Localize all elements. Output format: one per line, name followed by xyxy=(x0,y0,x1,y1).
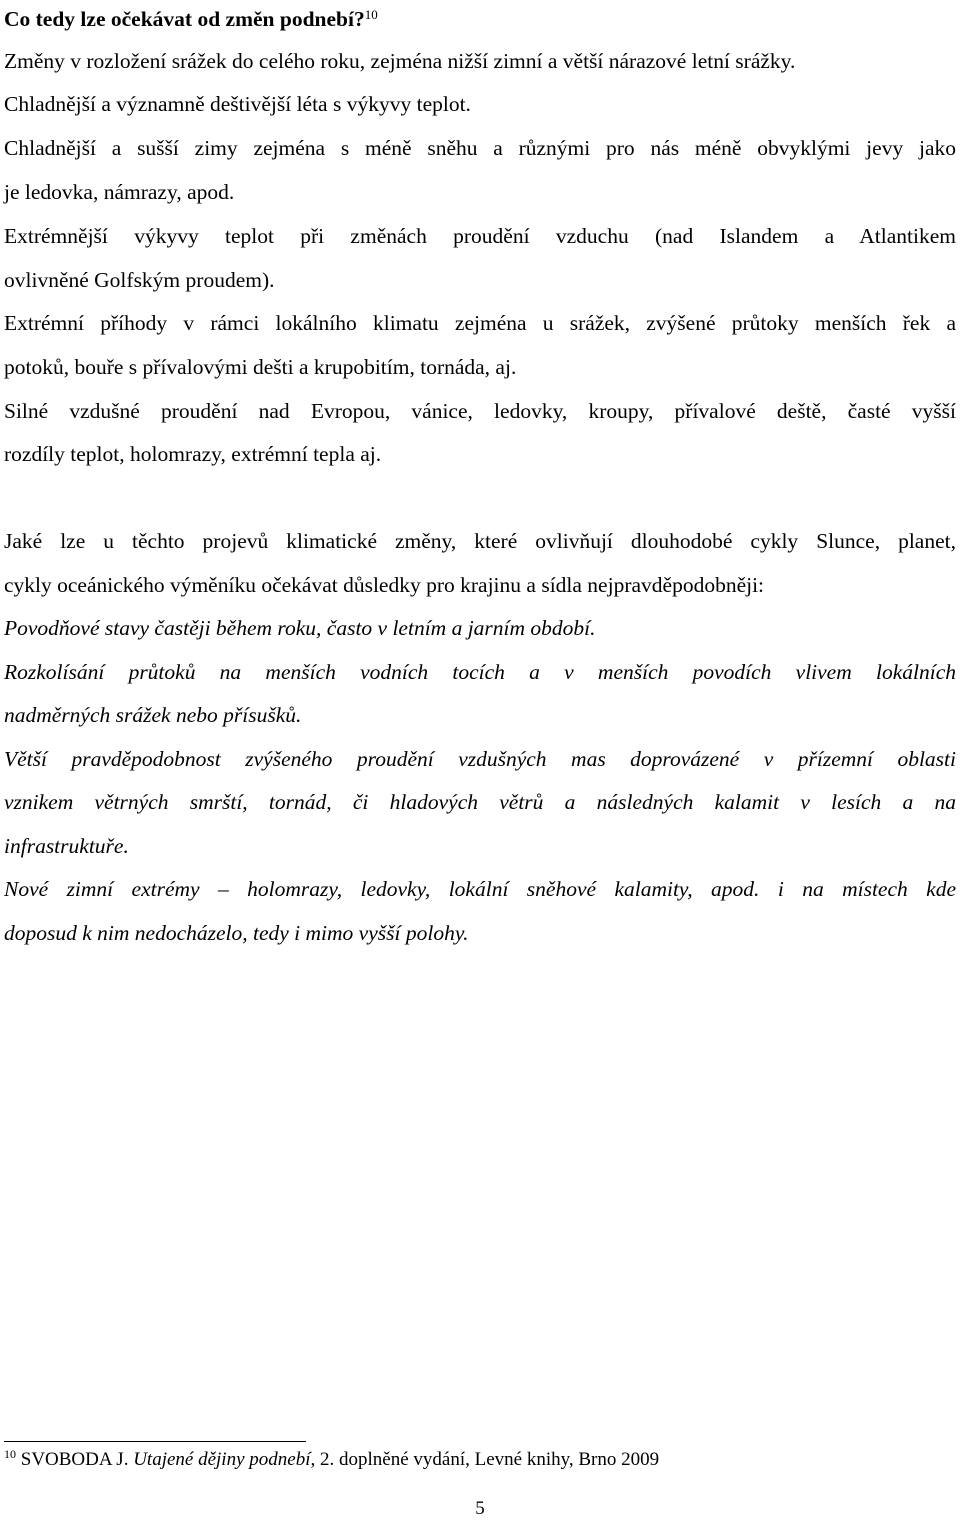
paragraph-line: Nové zimní extrémy – holomrazy, ledovky, lokální sněhové kalamity, apod. i na místech kde xyxy=(4,877,956,901)
paragraph-line: vznikem větrných smrští, tornád, či hladových větrů a následných kalamit v lesích a na xyxy=(4,790,956,814)
paragraph-line: Extrémní příhody v rámci lokálního klimatu zejména u srážek, zvýšené průtoky menších řek a xyxy=(4,311,956,335)
footnote-publication: 2. doplněné vydání, Levné knihy, Brno 2009 xyxy=(319,1449,660,1470)
paragraph-line: nadměrných srážek nebo přísušků. xyxy=(4,703,302,727)
footnote-separator xyxy=(4,1441,306,1442)
footnote xyxy=(4,1447,659,1473)
paragraph-line: Větší pravděpodobnost zvýšeného proudění vzdušných mas doprovázené v přízemní oblasti xyxy=(4,747,956,771)
paragraph-line: potoků, bouře s přívalovými dešti a krupobitím, tornáda, aj. xyxy=(4,355,517,379)
paragraph-line: doposud k nim nedocházelo, tedy i mimo vyšší polohy. xyxy=(4,921,469,945)
paragraph-line: Extrémnější výkyvy teplot při změnách proudění vzduchu (nad Islandem a Atlantikem xyxy=(4,224,956,248)
paragraph-line: Změny v rozložení srážek do celého roku, zejména nižší zimní a větší nárazové letní srážky. xyxy=(4,49,796,73)
paragraph-line: infrastruktuře. xyxy=(4,834,129,858)
paragraph-line: cykly oceánického výměníku očekávat důsledky pro krajinu a sídla nejpravděpodobněji: xyxy=(4,573,765,597)
footnote-author: SVOBODA J. xyxy=(20,1449,129,1470)
page-heading xyxy=(4,4,956,34)
paragraph-line: Jaké lze u těchto projevů klimatické změny, které ovlivňují dlouhodobé cykly Slunce, planet, xyxy=(4,529,956,553)
paragraph-line: Chladnější a významně deštivější léta s výkyvy teplot. xyxy=(4,92,471,116)
paragraph-line: Rozkolísání průtoků na menších vodních tocích a v menších povodích vlivem lokálních xyxy=(4,660,956,684)
footnote-reference: 10 xyxy=(364,7,378,22)
footnote-number: 10 xyxy=(4,1447,16,1461)
page-number: 5 xyxy=(475,1498,485,1519)
paragraph-line: rozdíly teplot, holomrazy, extrémní tepla aj. xyxy=(4,442,382,466)
footnote-title: Utajené dějiny podnebí, xyxy=(133,1449,316,1470)
paragraph-line: Chladnější a sušší zimy zejména s méně sněhu a různými pro nás méně obvyklými jevy jako xyxy=(4,136,956,160)
heading-text: Co tedy lze očekávat od změn podnebí? xyxy=(4,7,365,31)
paragraph-line: ovlivněné Golfským proudem). xyxy=(4,268,275,292)
paragraph-line: Silné vzdušné proudění nad Evropou, vánice, ledovky, kroupy, přívalové deště, časté vyšší xyxy=(4,399,956,423)
paragraph-line: je ledovka, námrazy, apod. xyxy=(4,180,235,204)
paragraph-line: Povodňové stavy častěji během roku, často v letním a jarním období. xyxy=(4,616,596,640)
